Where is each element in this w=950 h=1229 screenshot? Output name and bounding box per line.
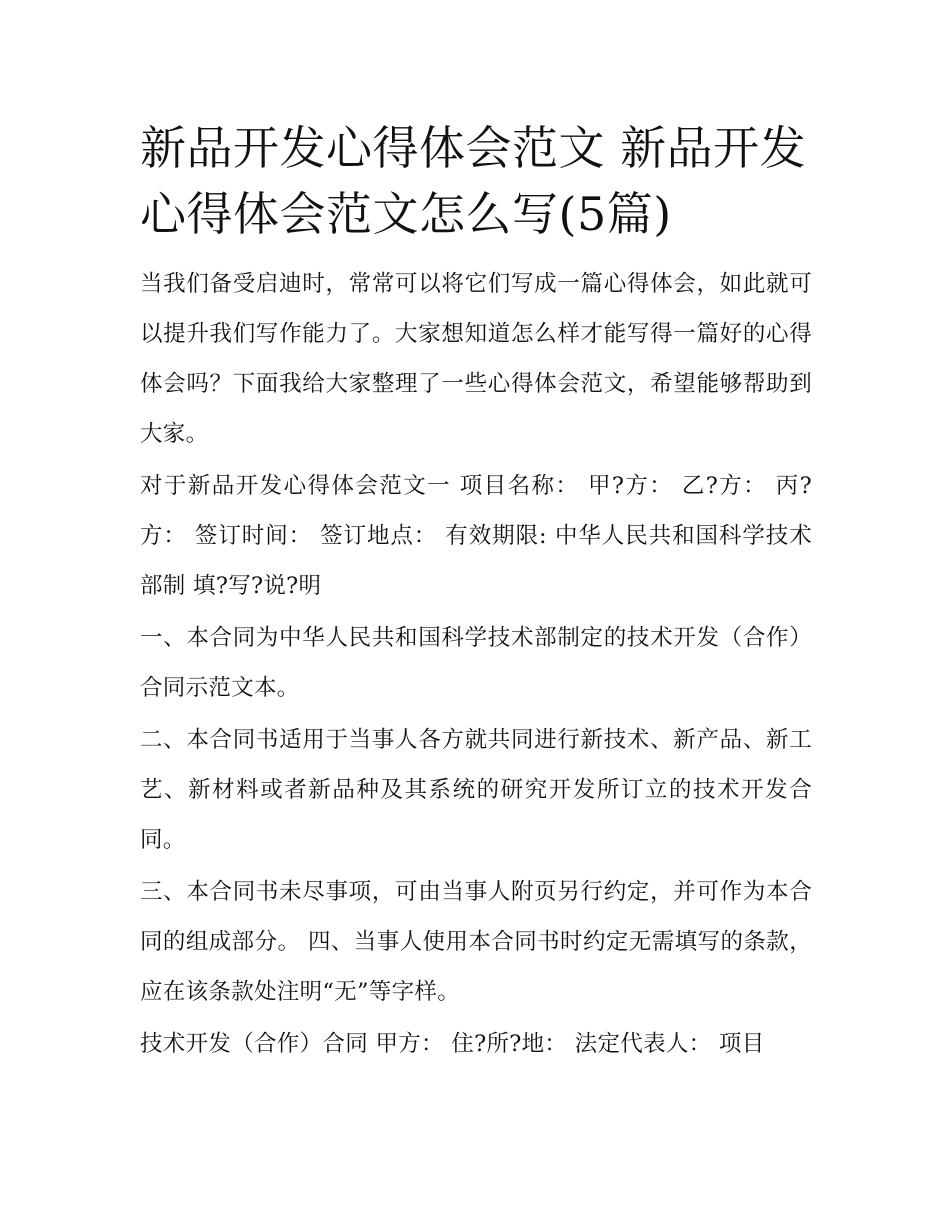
clause-one-paragraph: 一、本合同为中华人民共和国科学技术部制定的技术开发（合作）合同示范文本。 [140,625,812,701]
document-page [140,115,812,1071]
intro-paragraph: 当我们备受启迪时，常常可以将它们写成一篇心得体会，如此就可以提升我们写作能力了。大家想知道怎么样才能写得一篇好的心得体会吗？下面我给大家整理了一些心得体会范文，希望能够帮助到大家。 [140,271,812,447]
contract-header-paragraph: 对于新品开发心得体会范文一 项目名称： 甲?方： 乙?方： 丙?方： 签订时间： 签订地点： 有效期限: 中华人民共和国科学技术部制 填?写?说?明 [140,473,812,599]
contract-parties-paragraph: 技术开发（合作）合同 甲方： 住?所?地： 法定代表人： 项目 [140,1031,765,1057]
clause-two-paragraph: 二、本合同书适用于当事人各方就共同进行新技术、新产品、新工艺、新材料或者新品种及其系统的研究开发所订立的技术开发合同。 [140,727,812,853]
document-title: 新品开发心得体会范文 新品开发心得体会范文怎么写(5篇) [140,121,807,241]
clause-three-paragraph: 三、本合同书未尽事项，可由当事人附页另行约定，并可作为本合同的组成部分。 四、当事人使用本合同书时约定无需填写的条款，应在该条款处注明“无”等字样。 [140,879,812,1005]
